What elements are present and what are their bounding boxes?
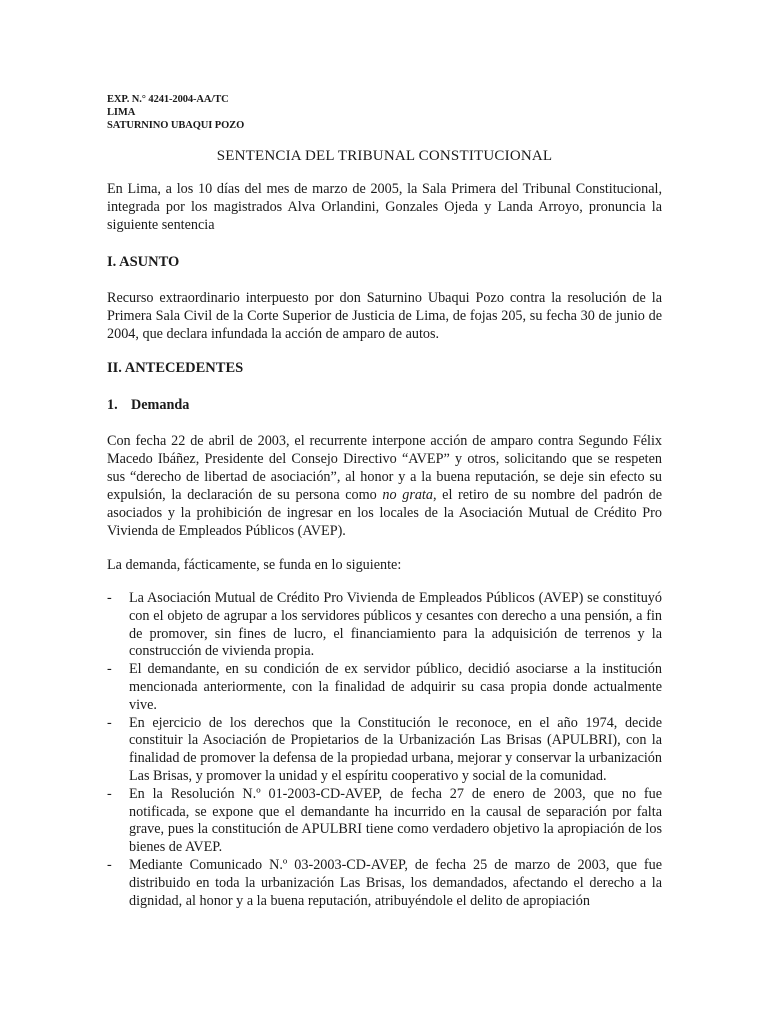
list-dash: - <box>107 714 112 731</box>
list-item <box>107 857 662 910</box>
list-dash: - <box>107 661 112 678</box>
facts-list <box>107 590 662 910</box>
list-dash: - <box>107 590 112 606</box>
funda-paragraph: La demanda, fácticamente, se funda en lo siguiente: <box>107 557 402 573</box>
list-item <box>107 661 662 714</box>
section-heading-asunto: I. ASUNTO <box>107 254 180 270</box>
asunto-paragraph: Recurso extraordinario interpuesto por don Saturnino Ubaqui Pozo contra la resolución de la Primera Sala Civil de la Corte Superior de Justicia de Lima, de fojas 205, su fecha 30 de junio de 2004, que declara infundada la acción de amparo de autos. <box>107 290 662 342</box>
list-dash: - <box>107 785 112 802</box>
demanda-paragraph <box>107 432 662 540</box>
intro-paragraph: En Lima, a los 10 días del mes de marzo de 2005, la Sala Primera del Tribunal Constitucional, integrada por los magistrados Alva Orlandini, Gonzales Ojeda y Landa Arroyo, pronuncia la siguiente sentencia <box>107 181 662 233</box>
list-item <box>107 590 662 661</box>
case-city: LIMA <box>107 107 136 118</box>
list-item <box>107 786 662 857</box>
subheading-demanda <box>107 397 189 414</box>
demanda-text-part2: , el retiro de su nombre del padrón de asociados y la prohibición de ingresar en los locales de la Asociación Mutual de Crédito Pro Vivienda de Empleados Públicos (AVEP). <box>107 487 663 539</box>
list-item-text: Mediante Comunicado N.º 03-2003-CD-AVEP, de fecha 25 de marzo de 2003, que fue distribuido en toda la urbanización Las Brisas, los demandados, afectando el derecho a la dignidad, al honor y a la buena reputación, atribuyéndole el delito de apropiación <box>129 856 662 909</box>
demanda-text-italic: no grata <box>382 487 433 503</box>
subheading-label: Demanda <box>131 397 190 413</box>
list-dash: - <box>107 856 112 873</box>
case-header <box>107 93 244 132</box>
list-item-text: En ejercicio de los derechos que la Constitución le reconoce, en el año 1974, decide constituir la Asociación de Propietarios de la Urbanización Las Brisas (APULBRI), con la finalidad de promover la defensa de la propiedad urbana, mejorar y conservar la urbanización Las Brisas, y promover la unidad y el espíritu cooperativo y social de la comunidad. <box>129 714 662 784</box>
section-heading-antecedentes: II. ANTECEDENTES <box>107 360 244 376</box>
list-item-text: La Asociación Mutual de Crédito Pro Vivienda de Empleados Públicos (AVEP) se constituyó con el objeto de agrupar a los servidores públicos y cesantes con derecho a una pensión, a fin de promover, sin fines de lucro, el financiamiento para la adquisición de terrenos y la construcción de vivienda propia. <box>129 590 662 660</box>
case-number: EXP. N.° 4241-2004-AA/TC <box>107 94 229 105</box>
subheading-number: 1. <box>107 397 118 413</box>
list-item-text: En la Resolución N.º 01-2003-CD-AVEP, de fecha 27 de enero de 2003, que no fue notificada, se expone que el demandante ha incurrido en la causal de separación por falta grave, pues la constitución de APULBRI tiene como verdadero objetivo la apropiación de los bienes de AVEP. <box>129 785 662 856</box>
case-party-name: SATURNINO UBAQUI POZO <box>107 120 245 131</box>
document-title: SENTENCIA DEL TRIBUNAL CONSTITUCIONAL <box>216 148 553 164</box>
demanda-text-part1: Con fecha 22 de abril de 2003, el recurrente interpone acción de amparo contra Segundo Félix Macedo Ibáñez, Presidente del Consejo Directivo “AVEP” y otros, solicitando que se respeten sus “derecho de libertad de asociación”, al honor y a la buena reputación, se deje sin efecto su expulsión, la declaración de su persona como <box>107 433 662 503</box>
list-item-text: El demandante, en su condición de ex servidor público, decidió asociarse a la institución mencionada anteriormente, con la finalidad de adquirir su casa propia donde actualmente vive. <box>129 661 662 713</box>
list-item <box>107 715 662 786</box>
